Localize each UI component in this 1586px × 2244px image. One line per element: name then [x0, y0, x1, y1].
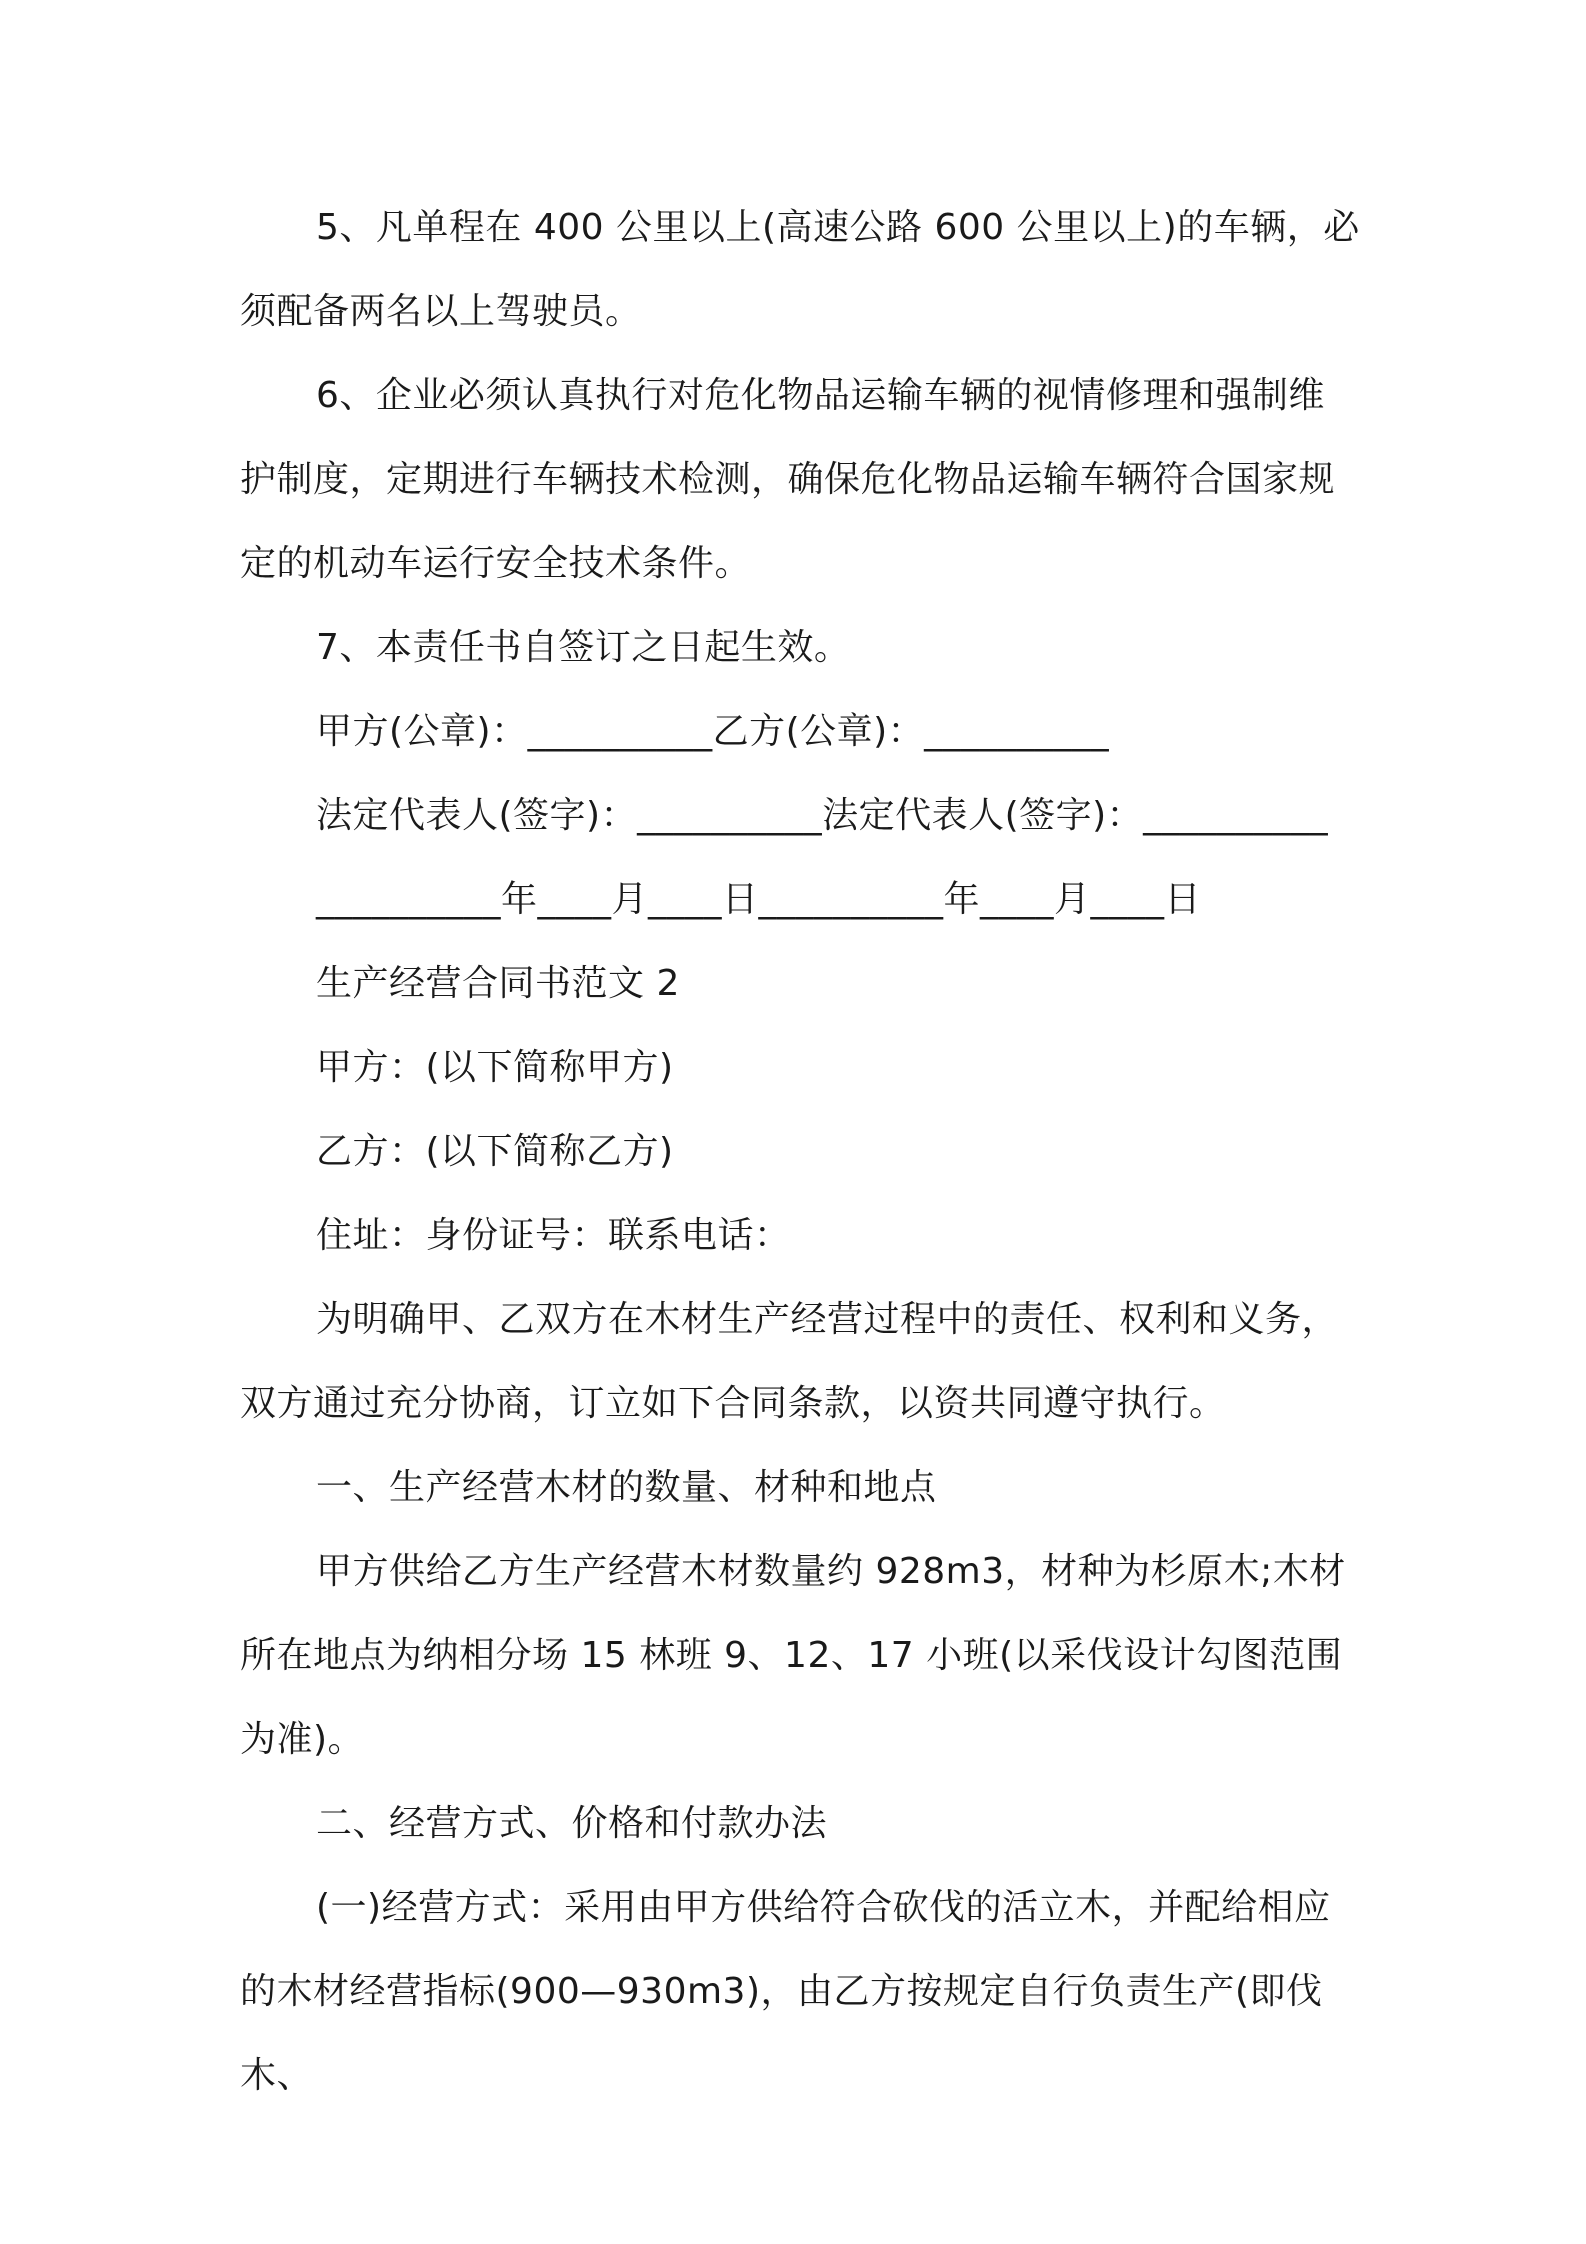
intro-paragraph: 为明确甲、乙双方在木材生产经营过程中的责任、权利和义务，双方通过充分协商，订立如下合同条款，以资共同遵守执行。 — [240, 1299, 1339, 1424]
signature-representative-line: 法定代表人(签字)：__________法定代表人(签字)：__________ — [316, 795, 1329, 836]
contact-info-line: 住址：身份证号：联系电话： — [316, 1215, 791, 1256]
document-title: 生产经营合同书范文 2 — [316, 963, 680, 1004]
section-1-body: 甲方供给乙方生产经营木材数量约 928m3，材种为杉原木;木材所在地点为纳相分场 15 林班 9、12、17 小班(以采伐设计勾图范围为准)。 — [240, 1551, 1346, 1760]
section-2-title: 二、经营方式、价格和付款办法 — [316, 1803, 828, 1844]
section-1-title: 一、生产经营木材的数量、材种和地点 — [316, 1467, 937, 1508]
signature-date-line: __________年____月____日__________年____月____日 — [316, 879, 1201, 920]
section-2-body: (一)经营方式：采用由甲方供给符合砍伐的活立木，并配给相应的木材经营指标(900—930m3)，由乙方按规定自行负责生产(即伐木、 — [240, 1887, 1331, 2096]
paragraph-item-5: 5、凡单程在 400 公里以上(高速公路 600 公里以上)的车辆，必须配备两名以上驾驶员。 — [240, 207, 1360, 332]
party-b-line: 乙方：(以下简称乙方) — [316, 1131, 674, 1172]
signature-seal-line: 甲方(公章)：__________乙方(公章)：__________ — [316, 711, 1110, 752]
party-a-line: 甲方：(以下简称甲方) — [316, 1047, 674, 1088]
paragraph-item-7: 7、本责任书自签订之日起生效。 — [316, 627, 851, 668]
paragraph-item-6: 6、企业必须认真执行对危化物品运输车辆的视情修理和强制维护制度，定期进行车辆技术检测，确保危化物品运输车辆符合国家规定的机动车运行安全技术条件。 — [240, 375, 1336, 584]
